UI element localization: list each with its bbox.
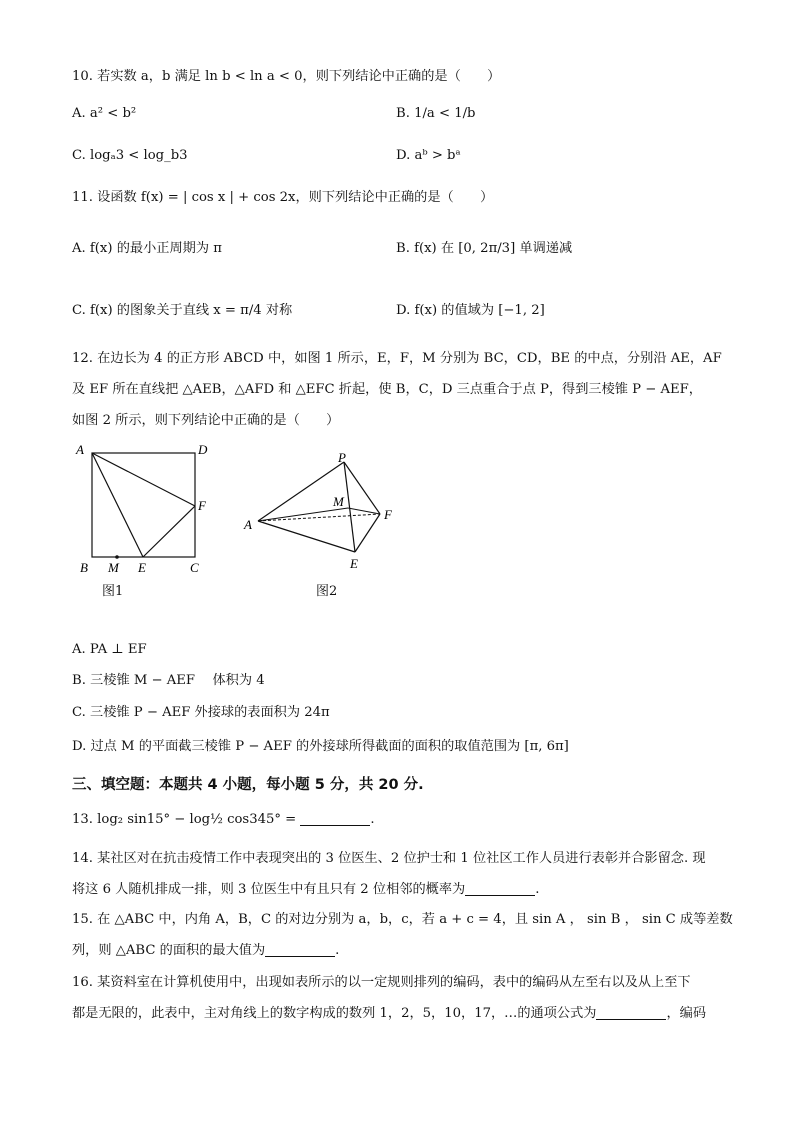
label-e2: E [350,556,358,571]
q13-answer-blank [300,811,370,826]
q15-end: . [335,943,340,958]
q15-line2 [72,941,339,961]
q14-line2 [72,880,539,900]
q11-stem: 11. 设函数 f(x) = | cos x | + cos 2x，则下列结论中正确的是（ ） [72,190,494,205]
label-f2: F [384,507,392,522]
q12-stem-line2: 及 EF 所在直线把 △AEB，△AFD 和 △EFC 折起，使 B，C，D 三点重合于点 P，得到三棱锥 P − AEF， [72,382,702,397]
point-m [115,555,119,559]
segment-ef [143,506,195,557]
q16-answer-blank [596,1005,666,1020]
q16-line1: 16. 某资料室在计算机使用中，出现如表所示的以一定规则排列的编码，表中的编码从左至右以及从上至下 [72,975,691,990]
label-f: F [198,498,206,513]
q11-option-c: C. f(x) 的图象关于直线 x = π/4 对称 [72,303,293,318]
q10-option-d: D. aᵇ > bᵃ [396,148,461,163]
edge-ap [258,462,344,521]
q13-text: 13. log₂ sin15° − log½ cos345° = [72,812,301,827]
q11-option-b: B. f(x) 在 [0, 2π/3] 单调递减 [396,241,573,256]
edge-ae [258,521,355,552]
q12-stem-line3: 如图 2 所示，则下列结论中正确的是（ ） [72,413,340,428]
q10-stem: 10. 若实数 a，b 满足 ln b < ln a < 0，则下列结论中正确的是（ ） [72,69,501,84]
label-c: C [190,560,199,575]
q12-stem-line1: 12. 在边长为 4 的正方形 ABCD 中，如图 1 所示，E，F，M 分别为 BC，CD，BE 的中点，分别沿 AE，AF [72,351,722,366]
q15-text: 列，则 △ABC 的面积的最大值为 [72,943,266,958]
section-3-heading: 三、填空题：本题共 4 小题，每小题 5 分，共 20 分. [72,777,424,793]
q11-option-a: A. f(x) 的最小正周期为 π [72,241,222,256]
q14-text: 将这 6 人随机排成一排，则 3 位医生中有且只有 2 位相邻的概率为 [72,882,466,897]
label-p: P [338,450,346,465]
square-abcd [92,453,195,557]
label-b: B [80,560,88,575]
figure-2-tetrahedron [240,448,410,578]
q14-end: . [535,882,540,897]
label-m: M [108,560,119,575]
label-e: E [138,560,146,575]
q12-option-c: C. 三棱锥 P − AEF 外接球的表面积为 24π [72,705,330,720]
label-m2: M [333,494,344,509]
q12-option-a: A. PA ⊥ EF [72,642,147,657]
label-a: A [76,442,84,457]
q11-option-d: D. f(x) 的值域为 [−1, 2] [396,303,545,318]
label-a2: A [244,517,252,532]
q16-end: ，编码 [666,1006,707,1021]
edge-ef [355,514,380,552]
q15-answer-blank [265,942,335,957]
figure-1-caption: 图1 [102,584,124,599]
segment-af [92,453,195,506]
q10-option-c: C. logₐ3 < log_b3 [72,148,188,163]
q12-option-b: B. 三棱锥 M − AEF 体积为 4 [72,673,265,688]
segment-mf [348,508,380,514]
q14-line1: 14. 某社区对在抗击疫情工作中表现突出的 3 位医生、2 位护士和 1 位社区工作人员进行表彰并合影留念. 现 [72,851,706,866]
q10-option-a: A. a² < b² [72,106,137,121]
q10-option-b: B. 1/a < 1/b [396,106,476,121]
figure-2-caption: 图2 [316,584,338,599]
figure-1-square [72,440,232,600]
q13-end: . [370,812,375,827]
label-d: D [198,442,208,457]
q12-option-d: D. 过点 M 的平面截三棱锥 P − AEF 的外接球所得截面的面积的取值范围为 [π, 6π] [72,739,569,754]
q16-text: 都是无限的，此表中，主对角线上的数字构成的数列 1，2，5，10，17，…的通项公式为 [72,1006,597,1021]
q16-line2 [72,1004,706,1024]
q13-line [72,810,375,830]
edge-af-hidden [258,514,380,521]
segment-ae [92,453,143,557]
segment-am [258,508,348,521]
q15-line1: 15. 在 △ABC 中，内角 A，B，C 的对边分别为 a，b，c，若 a + c = 4，且 sin A ， sin B ， sin C 成等差数 [72,912,733,927]
q14-answer-blank [465,881,535,896]
